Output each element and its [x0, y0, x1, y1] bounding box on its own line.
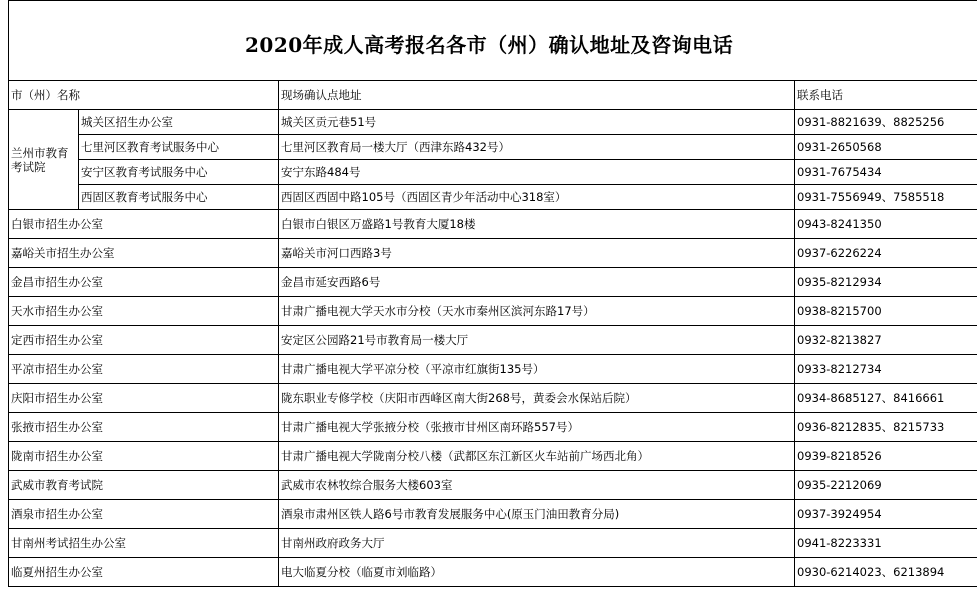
header-phone: 联系电话: [795, 81, 977, 110]
table-header-row: [9, 81, 977, 110]
city-name: 天水市招生办公室: [9, 297, 279, 326]
city-name: 嘉峪关市招生办公室: [9, 239, 279, 268]
address-cell: 武威市农林牧综合服务大楼603室: [279, 471, 795, 500]
city-name: 武威市教育考试院: [9, 471, 279, 500]
phone-cell: 0930-6214023、6213894: [795, 558, 977, 587]
table-row: [9, 500, 977, 529]
address-cell: 甘肃广播电视大学天水市分校（天水市秦州区滨河东路17号）: [279, 297, 795, 326]
page-title: 2020年成人高考报名各市（州）确认地址及咨询电话: [245, 33, 734, 57]
address-cell: 白银市白银区万盛路1号教育大厦18楼: [279, 210, 795, 239]
phone-cell: 0931-7675434: [795, 160, 977, 185]
city-name: 陇南市招生办公室: [9, 442, 279, 471]
address-cell: 甘肃广播电视大学张掖分校（张掖市甘州区南环路557号）: [279, 413, 795, 442]
table-row: [9, 558, 977, 587]
address-cell: 甘肃广播电视大学陇南分校八楼（武都区东江新区火车站前广场西北角）: [279, 442, 795, 471]
address-cell: 安宁东路484号: [279, 160, 795, 185]
phone-cell: 0938-8215700: [795, 297, 977, 326]
table-row: [9, 442, 977, 471]
address-cell: 安定区公园路21号市教育局一楼大厅: [279, 326, 795, 355]
table-row: [9, 210, 977, 239]
table-row: [9, 384, 977, 413]
table-row: [9, 160, 977, 185]
phone-cell: 0939-8218526: [795, 442, 977, 471]
address-cell: 西固区西固中路105号（西固区青少年活动中心318室）: [279, 185, 795, 210]
address-cell: 甘南州政府政务大厅: [279, 529, 795, 558]
address-cell: 城关区贡元巷51号: [279, 110, 795, 135]
table-row: [9, 268, 977, 297]
title-cell: [8, 0, 977, 80]
phone-cell: 0935-2212069: [795, 471, 977, 500]
table-row: [9, 355, 977, 384]
table-row: [9, 297, 977, 326]
table-row: [9, 239, 977, 268]
address-cell: 七里河区教育局一楼大厅（西津东路432号）: [279, 135, 795, 160]
phone-cell: 0943-8241350: [795, 210, 977, 239]
phone-cell: 0933-8212734: [795, 355, 977, 384]
phone-cell: 0936-8212835、8215733: [795, 413, 977, 442]
phone-cell: 0932-8213827: [795, 326, 977, 355]
phone-cell: 0941-8223331: [795, 529, 977, 558]
city-name: 定西市招生办公室: [9, 326, 279, 355]
city-name: 白银市招生办公室: [9, 210, 279, 239]
address-cell: 酒泉市肃州区铁人路6号市教育发展服务中心(原玉门油田教育分局): [279, 500, 795, 529]
table-row: [9, 471, 977, 500]
table-row: [9, 413, 977, 442]
city-name: 甘南州考试招生办公室: [9, 529, 279, 558]
table-row: [9, 326, 977, 355]
phone-cell: 0931-8821639、8825256: [795, 110, 977, 135]
address-cell: 电大临夏分校（临夏市刘临路）: [279, 558, 795, 587]
phone-cell: 0937-3924954: [795, 500, 977, 529]
table-row: [9, 110, 977, 135]
address-cell: 陇东职业专修学校（庆阳市西峰区南大街268号，黄委会水保站后院）: [279, 384, 795, 413]
phone-cell: 0935-8212934: [795, 268, 977, 297]
table-row: [9, 529, 977, 558]
office-name: 城关区招生办公室: [79, 110, 279, 135]
office-name: 西固区教育考试服务中心: [79, 185, 279, 210]
city-name: 张掖市招生办公室: [9, 413, 279, 442]
phone-cell: 0931-2650568: [795, 135, 977, 160]
table-row: [9, 185, 977, 210]
address-cell: 嘉峪关市河口西路3号: [279, 239, 795, 268]
address-cell: 甘肃广播电视大学平凉分校（平凉市红旗街135号）: [279, 355, 795, 384]
table-row: [9, 135, 977, 160]
group-city-name: 兰州市教育考试院: [9, 110, 79, 210]
header-address: 现场确认点地址: [279, 81, 795, 110]
phone-cell: 0937-6226224: [795, 239, 977, 268]
address-cell: 金昌市延安西路6号: [279, 268, 795, 297]
phone-cell: 0931-7556949、7585518: [795, 185, 977, 210]
header-city: 市（州）名称: [9, 81, 279, 110]
city-name: 金昌市招生办公室: [9, 268, 279, 297]
city-name: 平凉市招生办公室: [9, 355, 279, 384]
office-name: 七里河区教育考试服务中心: [79, 135, 279, 160]
city-name: 庆阳市招生办公室: [9, 384, 279, 413]
address-table: [8, 80, 977, 587]
phone-cell: 0934-8685127、8416661: [795, 384, 977, 413]
office-name: 安宁区教育考试服务中心: [79, 160, 279, 185]
city-name: 酒泉市招生办公室: [9, 500, 279, 529]
city-name: 临夏州招生办公室: [9, 558, 279, 587]
